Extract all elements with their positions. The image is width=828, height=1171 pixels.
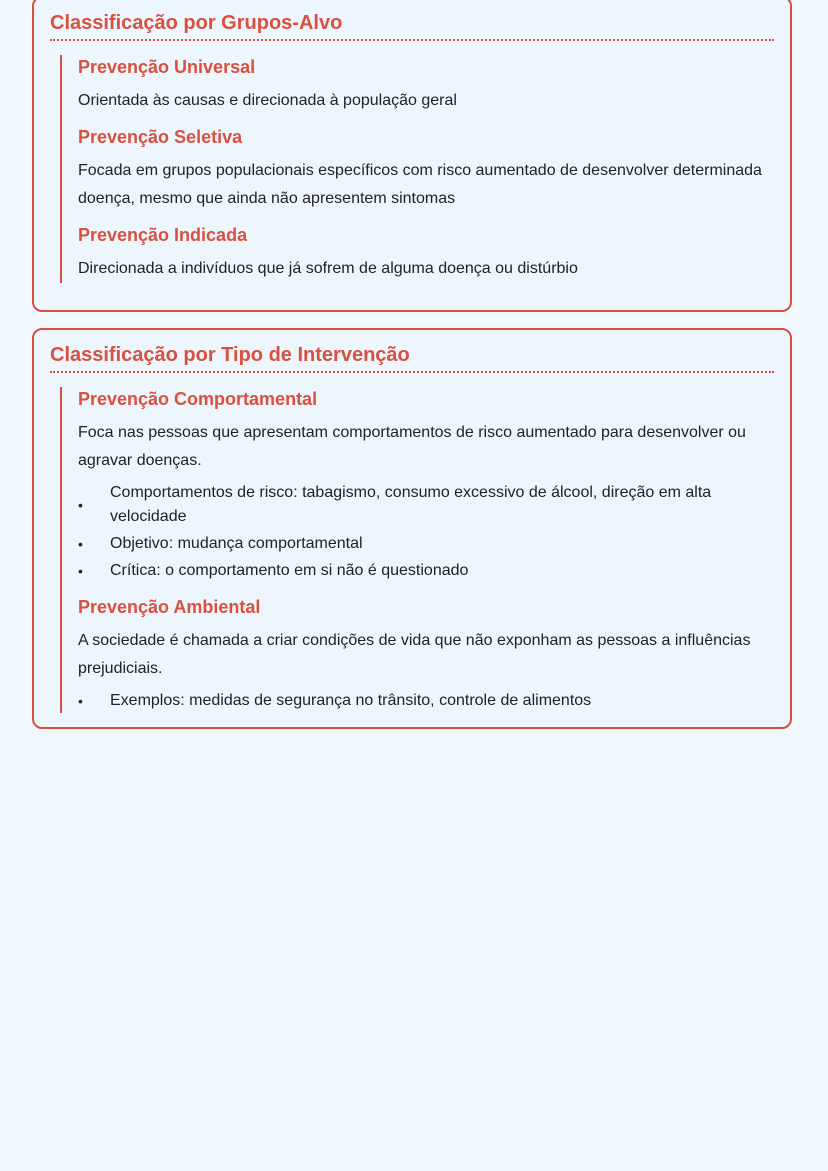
card-title: Classificação por Grupos-Alvo — [50, 12, 774, 41]
list-item-text: Objetivo: mudança comportamental — [110, 535, 363, 552]
bullet-list — [78, 689, 774, 713]
section-behavioral — [60, 387, 774, 713]
card-target-groups — [32, 0, 792, 312]
section-text: Direcionada a indivíduos que já sofrem de alguma doença ou distúrbio — [78, 260, 578, 277]
section-heading: Prevenção Seletiva — [78, 127, 243, 147]
list-item-text: Exemplos: medidas de segurança no trânsito, controle de alimentos — [110, 692, 592, 709]
section-heading: Prevenção Indicada — [78, 225, 248, 245]
bullet-list — [78, 481, 774, 583]
list-item-text: Crítica: o comportamento em si não é questionado — [110, 562, 469, 579]
list-item — [78, 689, 774, 713]
list-item — [78, 532, 774, 556]
bullet-icon: • — [78, 693, 83, 709]
section-heading: Prevenção Comportamental — [78, 389, 318, 409]
section-heading: Prevenção Ambiental — [78, 597, 261, 617]
section-text: A sociedade é chamada a criar condições de vida que não exponham as pessoas a influências prejudiciais. — [78, 632, 751, 677]
section-text: Foca nas pessoas que apresentam comportamentos de risco aumentado para desenvolver ou agravar doenças. — [78, 424, 746, 469]
bullet-icon: • — [78, 497, 83, 513]
card-intervention-type — [32, 328, 792, 729]
list-item — [78, 559, 774, 583]
list-item-text: Comportamentos de risco: tabagismo, consumo excessivo de álcool, direção em alta velocidade — [110, 484, 712, 525]
section-text: Orientada às causas e direcionada à população geral — [78, 92, 457, 109]
section-text: Focada em grupos populacionais específicos com risco aumentado de desenvolver determinada doença, mesmo que ainda não apresentem sintomas — [78, 162, 762, 207]
section-universal — [60, 55, 774, 283]
section-heading: Prevenção Universal — [78, 57, 256, 77]
list-item — [78, 481, 774, 529]
bullet-icon: • — [78, 563, 83, 579]
card-title: Classificação por Tipo de Intervenção — [50, 344, 774, 373]
bullet-icon: • — [78, 536, 83, 552]
